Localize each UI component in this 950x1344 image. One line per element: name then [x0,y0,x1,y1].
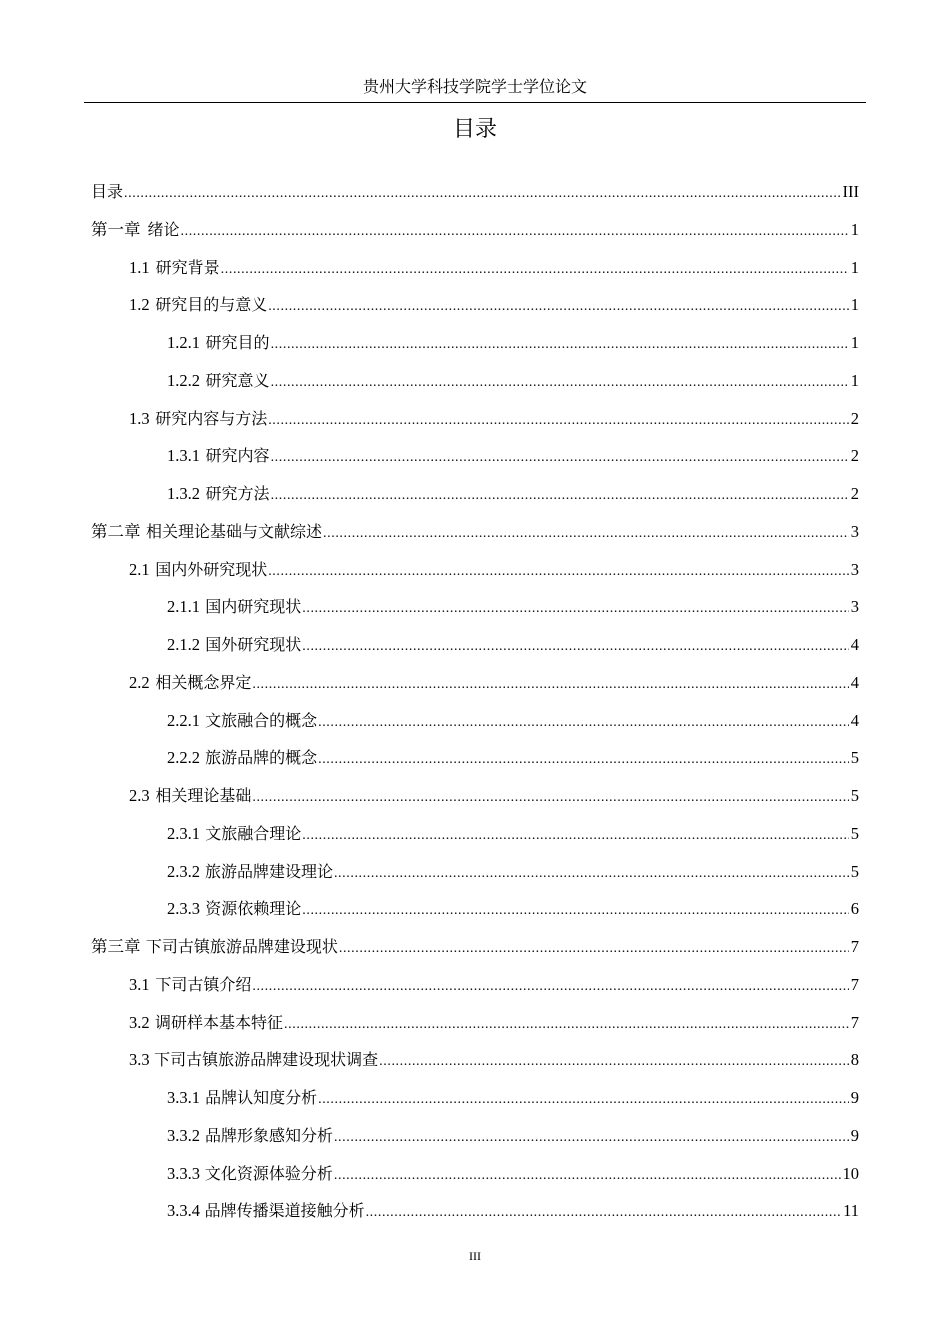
toc-dot-leader [379,1043,849,1081]
toc-dot-leader [252,779,848,817]
toc-entry-number: 第二章 [91,521,141,541]
toc-entry-number: 3.3.3 [167,1163,200,1183]
toc-dot-leader [268,553,849,591]
toc-dot-leader [252,666,848,704]
toc-entry[interactable] [91,702,859,740]
toc-entry[interactable] [91,475,859,513]
toc-dot-leader [181,213,849,251]
toc-dot-leader [323,515,849,553]
toc-entry-number: 1.2.1 [167,333,200,352]
toc-entry[interactable] [91,286,859,324]
toc-entry-label: 下司古镇旅游品牌建设现状调查 [154,1050,379,1070]
toc-entry-page: 3 [850,597,859,617]
toc-entry[interactable] [91,1117,859,1155]
toc-entry[interactable] [91,890,859,928]
toc-dot-leader [271,439,849,477]
toc-dot-leader [268,288,849,326]
toc-entry-label: 国内研究现状 [205,597,302,617]
toc-entry-number: 1.3.1 [167,446,200,466]
toc-dot-leader [124,175,841,213]
toc-entry-page: 5 [850,861,859,881]
toc-entry-number: 第一章 [91,219,141,239]
toc-entry-page: 1 [850,370,859,390]
toc-entry-label: 研究内容与方法 [155,408,268,428]
toc-entry-number: 1.2 [129,295,150,315]
toc-entry-number: 2.1.2 [167,635,200,654]
toc-entry-page: 7 [850,937,859,956]
toc-dot-leader [318,704,849,742]
toc-entry[interactable] [91,928,859,966]
toc-entry-page: 5 [850,748,859,768]
toc-entry-page: 9 [850,1088,859,1107]
toc-entry-page: 4 [850,672,859,692]
toc-dot-leader [339,930,849,968]
toc-dot-leader [221,251,849,289]
toc-entry[interactable] [91,739,859,777]
toc-entry-page: 8 [850,1050,859,1070]
toc-entry-label: 品牌认知度分析 [205,1088,318,1107]
toc-entry-page: 1 [850,295,859,315]
toc-dot-leader [302,590,849,628]
toc-entry-page: 1 [850,219,859,239]
toc-entry-page: 11 [843,1201,859,1221]
toc-entry[interactable] [91,1079,859,1117]
toc-entry-label: 相关理论基础与文献综述 [146,521,323,541]
toc-entry-page: III [842,182,859,201]
toc-entry-label: 研究内容 [205,446,270,466]
toc-entry-label: 下司古镇介绍 [155,974,252,994]
toc-title: 目录 [452,117,497,142]
toc-entry-number: 3.1 [129,974,150,994]
toc-entry-number: 3.3 [129,1050,150,1070]
toc-entry[interactable] [91,1041,859,1079]
toc-dot-leader [334,855,849,893]
toc-entry-label: 文旅融合理论 [205,823,302,843]
toc-dot-leader [271,477,849,515]
toc-entry[interactable] [91,664,859,702]
toc-dot-leader [334,1119,849,1157]
toc-entry-number: 3.2 [129,1012,150,1032]
toc-entry-page: 3 [850,559,859,579]
toc-dot-leader [268,402,849,440]
toc-entry[interactable] [91,626,859,664]
toc-entry-page: 7 [850,1012,859,1032]
toc-entry[interactable] [91,853,859,891]
toc-entry-page: 10 [842,1163,859,1183]
toc-entry-number: 2.2.2 [167,748,200,768]
toc-entry-page: 2 [850,446,859,466]
toc-entry-number: 2.1 [129,559,150,579]
toc-entry-page: 4 [850,710,859,730]
toc-entry-number: 1.3.2 [167,484,200,503]
toc-dot-leader [334,1157,841,1195]
toc-entry-label: 下司古镇旅游品牌建设现状 [145,937,338,956]
toc-entry-label: 旅游品牌建设理论 [204,861,333,881]
toc-dot-leader [252,968,848,1006]
toc-entry-page: 3 [850,521,859,541]
toc-entry[interactable] [91,1155,859,1193]
toc-entry-page: 6 [850,899,859,919]
toc-entry[interactable] [91,1004,859,1042]
toc-entry-number: 1.2.2 [167,370,200,390]
toc-entry-number: 第三章 [91,937,141,956]
toc-entry-number: 2.3 [129,786,150,805]
toc-entry-label: 文化资源体验分析 [204,1163,333,1183]
toc-entry-number: 3.3.4 [167,1201,200,1221]
toc-entry-label: 相关理论基础 [155,786,252,805]
toc-dot-leader [318,741,849,779]
toc-entry-label: 绪论 [147,219,180,239]
toc-entry[interactable] [91,324,859,362]
toc-entry[interactable] [91,966,859,1004]
toc-entry[interactable] [91,588,859,626]
toc-dot-leader [302,892,849,930]
toc-dot-leader [366,1194,842,1232]
running-header: 贵州大学科技学院学士学位论文 [362,77,587,96]
toc-entry-page: 1 [850,333,859,352]
toc-dot-leader [318,1081,849,1119]
toc-entry-number: 2.3.3 [167,899,200,919]
toc-entry-page: 4 [850,635,859,654]
toc-entry-label: 研究目的与意义 [155,295,268,315]
toc-entry-label: 品牌传播渠道接触分析 [204,1201,365,1221]
toc-entry-page: 5 [850,823,859,843]
toc-entry-label: 文旅融合的概念 [205,710,318,730]
toc-entry-label: 相关概念界定 [155,672,252,692]
toc-entry-label: 研究目的 [205,333,270,352]
toc-entry-page: 2 [850,408,859,428]
toc-entry-label: 研究方法 [205,484,270,503]
page-footer-number: III [469,1249,481,1263]
toc-entry-page: 1 [850,257,859,277]
toc-entry-label: 资源依赖理论 [205,899,302,919]
toc-entry-number: 2.2.1 [167,710,200,730]
toc-entry-label: 研究意义 [205,370,270,390]
toc-entry-label: 调研样本基本特征 [155,1012,284,1032]
toc-dot-leader [302,628,849,666]
toc-entry-number: 1.1 [129,257,150,277]
toc-entry-label: 国外研究现状 [205,635,302,654]
toc-dot-leader [302,817,849,855]
toc-entry-number: 2.3.1 [167,823,200,843]
toc-dot-leader [271,364,849,402]
header-rule [84,102,866,103]
toc-entry-number: 2.2 [129,672,150,692]
toc-entry-label: 研究背景 [155,257,220,277]
toc-entry[interactable] [91,1192,859,1230]
toc-entry-label: 目录 [91,182,124,201]
toc-entry-number: 3.3.1 [167,1088,200,1107]
toc-entry-page: 2 [850,484,859,503]
toc-entry-label: 国内外研究现状 [155,559,268,579]
toc-entry[interactable] [91,437,859,475]
toc-entry-number: 3.3.2 [167,1125,200,1145]
toc-dot-leader [271,326,849,364]
toc-dot-leader [284,1006,849,1044]
toc-entry-number: 2.3.2 [167,861,200,881]
toc-entry-page: 5 [850,786,859,805]
toc-entry[interactable] [91,211,859,249]
toc-entry[interactable] [91,249,859,287]
toc-entry[interactable] [91,815,859,853]
toc-entry[interactable] [91,777,859,815]
toc-entry-number: 2.1.1 [167,597,200,617]
toc-entry-number: 1.3 [129,408,150,428]
toc-list [91,173,859,1230]
toc-entry[interactable] [91,173,859,211]
toc-entry-label: 品牌形象感知分析 [204,1125,333,1145]
toc-entry-page: 7 [850,974,859,994]
toc-entry[interactable] [91,513,859,551]
toc-entry-label: 旅游品牌的概念 [205,748,318,768]
toc-entry[interactable] [91,362,859,400]
toc-entry[interactable] [91,551,859,589]
toc-entry[interactable] [91,400,859,438]
toc-entry-page: 9 [850,1125,859,1145]
